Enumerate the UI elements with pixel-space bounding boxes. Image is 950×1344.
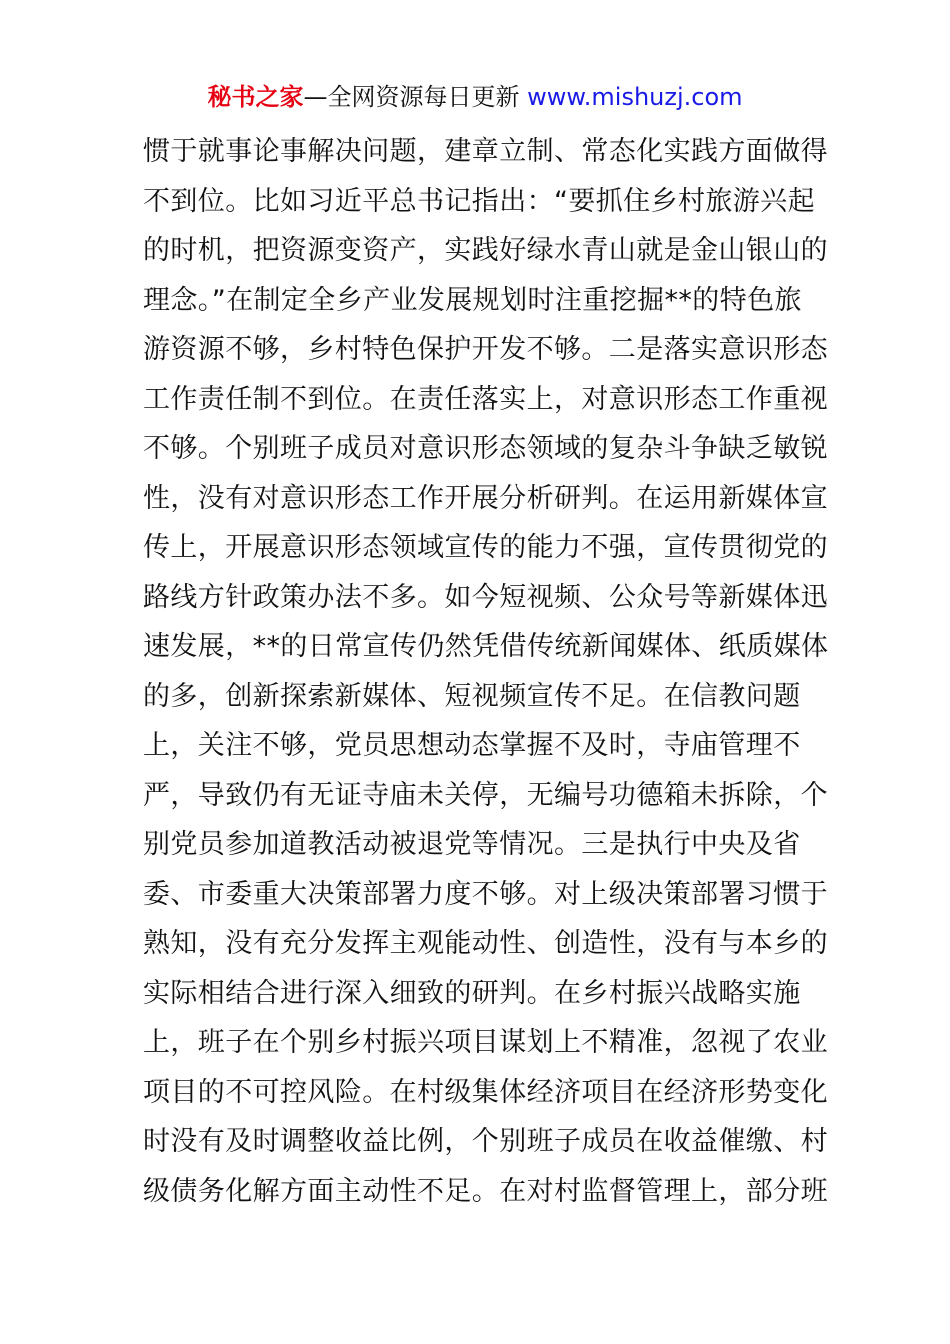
text-line: 传上，开展意识形态领域宣传的能力不强，宣传贯彻党的 (143, 532, 828, 563)
text-line: 委、市委重大决策部署力度不够。对上级决策部署习惯于 (143, 878, 828, 910)
text-line: 熟知，没有充分发挥主观能动性、创造性，没有与本乡的 (143, 928, 828, 959)
brand-name: 秘书之家 (207, 83, 304, 111)
text-line: 级债务化解方面主动性不足。在对村监督管理上，部分班 (143, 1175, 828, 1207)
text-line: 不到位。比如习近平总书记指出：“要抓住乡村旅游兴起 (143, 185, 815, 217)
text-line: 项目的不可控风险。在村级集体经济项目在经济形势变化 (143, 1076, 828, 1108)
text-line: 惯于就事论事解决问题，建章立制、常态化实践方面做得 (143, 136, 828, 167)
text-line: 时没有及时调整收益比例，个别班子成员在收益催缴、村 (143, 1126, 828, 1157)
text-line: 理念。”在制定全乡产业发展规划时注重挖掘**的特色旅 (143, 284, 802, 316)
header-tagline: —全网资源每日更新 (303, 83, 528, 111)
page-header (0, 80, 950, 114)
text-line: 严，导致仍有无证寺庙未关停，无编号功德箱未拆除，个 (143, 779, 828, 811)
text-line: 上，关注不够，党员思想动态掌握不及时，寺庙管理不 (143, 730, 801, 761)
text-line: 别党员参加道教活动被退党等情况。三是执行中央及省 (143, 829, 801, 860)
text-line: 工作责任制不到位。在责任落实上，对意识形态工作重视 (143, 383, 828, 415)
text-line: 的多，创新探索新媒体、短视频宣传不足。在信教问题 (143, 680, 801, 712)
text-line: 路线方针政策办法不多。如今短视频、公众号等新媒体迅 (143, 581, 828, 613)
document-body (143, 127, 829, 1216)
text-line: 实际相结合进行深入细致的研判。在乡村振兴战略实施 (143, 977, 801, 1009)
site-url[interactable]: www.mishuzj.com (527, 83, 743, 111)
text-line: 上，班子在个别乡村振兴项目谋划上不精准，忽视了农业 (143, 1027, 828, 1058)
text-line: 速发展，**的日常宣传仍然凭借传统新闻媒体、纸质媒体 (143, 631, 829, 662)
text-line: 游资源不够，乡村特色保护开发不够。二是落实意识形态 (143, 334, 828, 365)
text-line: 的时机，把资源变资产，实践好绿水青山就是金山银山的 (143, 235, 828, 266)
text-line: 不够。个别班子成员对意识形态领域的复杂斗争缺乏敏锐 (143, 433, 828, 464)
text-line: 性，没有对意识形态工作开展分析研判。在运用新媒体宣 (143, 482, 828, 514)
